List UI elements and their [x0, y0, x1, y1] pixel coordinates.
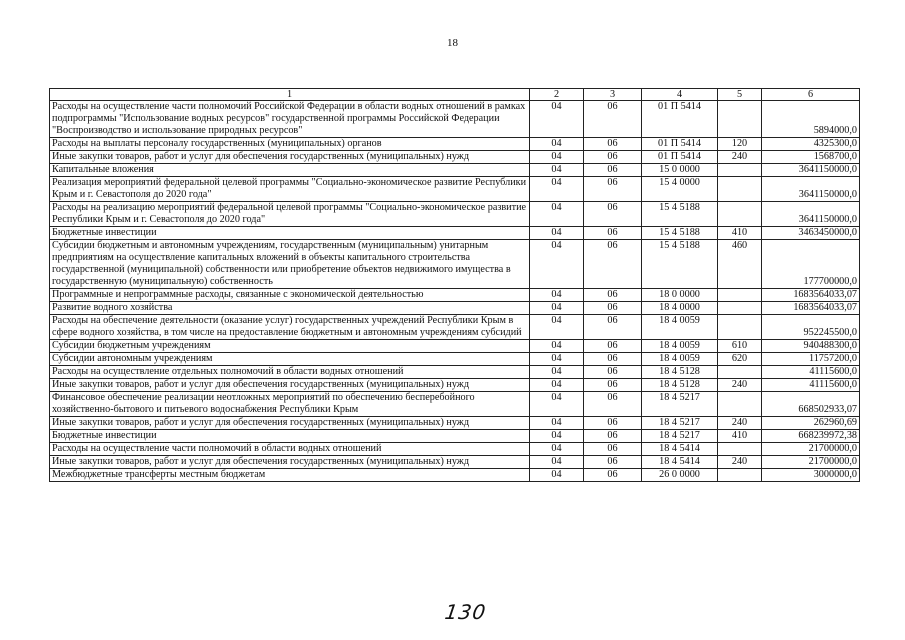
- amount-cell: 21700000,0: [762, 456, 860, 469]
- table-row: [50, 340, 860, 353]
- row-name-cell: Реализация мероприятий федеральной целевой программы "Социально-экономическое развитие Республики Крым и г. Севастополя до 2020 года": [50, 177, 530, 202]
- target-article-cell: 18 4 5128: [642, 366, 718, 379]
- column-header: 1: [50, 89, 530, 101]
- amount-cell: 940488300,0: [762, 340, 860, 353]
- table-row: [50, 289, 860, 302]
- row-name-cell: Расходы на осуществление части полномочий в области водных отношений: [50, 443, 530, 456]
- expense-type-cell: 410: [718, 430, 762, 443]
- expense-type-cell: [718, 443, 762, 456]
- amount-cell: 1683564033,07: [762, 289, 860, 302]
- expense-type-cell: 240: [718, 151, 762, 164]
- row-name-cell: Иные закупки товаров, работ и услуг для обеспечения государственных (муниципальных) нужд: [50, 379, 530, 392]
- row-name-cell: Финансовое обеспечение реализации неотложных мероприятий по обеспечению бесперебойного хозяйственно-бытового и питьевого водоснабжения Республики Крым: [50, 392, 530, 417]
- handwritten-page-mark: 130: [443, 600, 488, 624]
- expense-type-cell: [718, 366, 762, 379]
- column-header: 6: [762, 89, 860, 101]
- section-code-cell: 04: [530, 164, 584, 177]
- subsection-code-cell: 06: [584, 469, 642, 482]
- subsection-code-cell: 06: [584, 240, 642, 289]
- table-row: [50, 164, 860, 177]
- row-name-cell: Расходы на реализацию мероприятий федеральной целевой программы "Социально-экономическое развитие Республики Крым и г. Севастополя до 2020 года": [50, 202, 530, 227]
- amount-cell: 21700000,0: [762, 443, 860, 456]
- subsection-code-cell: 06: [584, 315, 642, 340]
- amount-cell: 3641150000,0: [762, 202, 860, 227]
- table-row: [50, 315, 860, 340]
- target-article-cell: 18 4 5217: [642, 392, 718, 417]
- table-row: [50, 138, 860, 151]
- column-header: 4: [642, 89, 718, 101]
- table-row: [50, 202, 860, 227]
- table-row: [50, 353, 860, 366]
- subsection-code-cell: 06: [584, 302, 642, 315]
- amount-cell: 177700000,0: [762, 240, 860, 289]
- section-code-cell: 04: [530, 101, 584, 138]
- amount-cell: 3463450000,0: [762, 227, 860, 240]
- target-article-cell: 01 П 5414: [642, 151, 718, 164]
- section-code-cell: 04: [530, 456, 584, 469]
- target-article-cell: 15 4 5188: [642, 202, 718, 227]
- subsection-code-cell: 06: [584, 227, 642, 240]
- row-name-cell: Расходы на осуществление части полномочий Российской Федерации в области водных отношений в рамках подпрограммы "Использование водных ресурсов" государственной программы Российской Федерации "Воспроизводство и использование природных ресурсов": [50, 101, 530, 138]
- expense-type-cell: 610: [718, 340, 762, 353]
- subsection-code-cell: 06: [584, 151, 642, 164]
- column-header: 2: [530, 89, 584, 101]
- table-row: [50, 177, 860, 202]
- target-article-cell: 18 4 0059: [642, 353, 718, 366]
- row-name-cell: Иные закупки товаров, работ и услуг для обеспечения государственных (муниципальных) нужд: [50, 456, 530, 469]
- table-row: [50, 101, 860, 138]
- amount-cell: 4325300,0: [762, 138, 860, 151]
- subsection-code-cell: 06: [584, 202, 642, 227]
- expense-type-cell: 240: [718, 456, 762, 469]
- table-row: [50, 379, 860, 392]
- section-code-cell: 04: [530, 302, 584, 315]
- table-row: [50, 392, 860, 417]
- row-name-cell: Расходы на обеспечение деятельности (оказание услуг) государственных учреждений Республики Крым в сфере водного хозяйства, в том числе на предоставление бюджетным и автономным учреждениям субсидий: [50, 315, 530, 340]
- target-article-cell: 18 4 0059: [642, 315, 718, 340]
- row-name-cell: Субсидии бюджетным и автономным учреждениям, государственным (муниципальным) унитарным предприятиям на осуществление капитальных вложений в объекты капитального строительства государственной (муниципальной) собственности или приобретение объектов недвижимого имущества в государственную (муниципальную) собственность: [50, 240, 530, 289]
- expense-type-cell: [718, 315, 762, 340]
- page-number: 18: [447, 37, 458, 49]
- expense-type-cell: [718, 164, 762, 177]
- row-name-cell: Иные закупки товаров, работ и услуг для обеспечения государственных (муниципальных) нужд: [50, 417, 530, 430]
- subsection-code-cell: 06: [584, 353, 642, 366]
- expense-type-cell: [718, 302, 762, 315]
- amount-cell: 3641150000,0: [762, 164, 860, 177]
- amount-cell: 1683564033,07: [762, 302, 860, 315]
- row-name-cell: Бюджетные инвестиции: [50, 430, 530, 443]
- expense-type-cell: 120: [718, 138, 762, 151]
- section-code-cell: 04: [530, 353, 584, 366]
- amount-cell: 262960,69: [762, 417, 860, 430]
- expense-type-cell: 240: [718, 417, 762, 430]
- amount-cell: 5894000,0: [762, 101, 860, 138]
- subsection-code-cell: 06: [584, 392, 642, 417]
- amount-cell: 3641150000,0: [762, 177, 860, 202]
- table-row: [50, 430, 860, 443]
- section-code-cell: 04: [530, 443, 584, 456]
- subsection-code-cell: 06: [584, 340, 642, 353]
- section-code-cell: 04: [530, 417, 584, 430]
- amount-cell: 3000000,0: [762, 469, 860, 482]
- table-body: [50, 101, 860, 482]
- row-name-cell: Расходы на осуществление отдельных полномочий в области водных отношений: [50, 366, 530, 379]
- table-row: [50, 469, 860, 482]
- target-article-cell: 18 4 0059: [642, 340, 718, 353]
- amount-cell: 668502933,07: [762, 392, 860, 417]
- row-name-cell: Иные закупки товаров, работ и услуг для обеспечения государственных (муниципальных) нужд: [50, 151, 530, 164]
- table-row: [50, 366, 860, 379]
- target-article-cell: 15 0 0000: [642, 164, 718, 177]
- subsection-code-cell: 06: [584, 138, 642, 151]
- expense-type-cell: 410: [718, 227, 762, 240]
- target-article-cell: 18 4 5128: [642, 379, 718, 392]
- expense-type-cell: [718, 177, 762, 202]
- table-row: [50, 456, 860, 469]
- row-name-cell: Расходы на выплаты персоналу государственных (муниципальных) органов: [50, 138, 530, 151]
- row-name-cell: Программные и непрограммные расходы, связанные с экономической деятельностью: [50, 289, 530, 302]
- row-name-cell: Бюджетные инвестиции: [50, 227, 530, 240]
- target-article-cell: 18 4 5217: [642, 417, 718, 430]
- expense-type-cell: [718, 469, 762, 482]
- section-code-cell: 04: [530, 227, 584, 240]
- subsection-code-cell: 06: [584, 456, 642, 469]
- section-code-cell: 04: [530, 177, 584, 202]
- expense-type-cell: [718, 202, 762, 227]
- table-row: [50, 417, 860, 430]
- table-row: [50, 240, 860, 289]
- target-article-cell: 18 4 5414: [642, 456, 718, 469]
- section-code-cell: 04: [530, 289, 584, 302]
- table-row: [50, 227, 860, 240]
- target-article-cell: 01 П 5414: [642, 138, 718, 151]
- section-code-cell: 04: [530, 151, 584, 164]
- expense-type-cell: 620: [718, 353, 762, 366]
- amount-cell: 41115600,0: [762, 366, 860, 379]
- subsection-code-cell: 06: [584, 164, 642, 177]
- row-name-cell: Субсидии автономным учреждениям: [50, 353, 530, 366]
- subsection-code-cell: 06: [584, 177, 642, 202]
- expense-type-cell: [718, 101, 762, 138]
- subsection-code-cell: 06: [584, 366, 642, 379]
- section-code-cell: 04: [530, 340, 584, 353]
- expense-type-cell: [718, 392, 762, 417]
- amount-cell: 952245500,0: [762, 315, 860, 340]
- amount-cell: 1568700,0: [762, 151, 860, 164]
- target-article-cell: 26 0 0000: [642, 469, 718, 482]
- subsection-code-cell: 06: [584, 443, 642, 456]
- table-row: [50, 302, 860, 315]
- target-article-cell: 18 4 5217: [642, 430, 718, 443]
- expense-type-cell: [718, 289, 762, 302]
- section-code-cell: 04: [530, 315, 584, 340]
- subsection-code-cell: 06: [584, 101, 642, 138]
- expense-type-cell: 460: [718, 240, 762, 289]
- subsection-code-cell: 06: [584, 430, 642, 443]
- target-article-cell: 15 4 5188: [642, 240, 718, 289]
- row-name-cell: Межбюджетные трансферты местным бюджетам: [50, 469, 530, 482]
- column-header: 5: [718, 89, 762, 101]
- section-code-cell: 04: [530, 469, 584, 482]
- row-name-cell: Развитие водного хозяйства: [50, 302, 530, 315]
- table-header-row: [50, 89, 860, 101]
- table-row: [50, 151, 860, 164]
- amount-cell: 41115600,0: [762, 379, 860, 392]
- subsection-code-cell: 06: [584, 417, 642, 430]
- section-code-cell: 04: [530, 379, 584, 392]
- section-code-cell: 04: [530, 392, 584, 417]
- section-code-cell: 04: [530, 202, 584, 227]
- section-code-cell: 04: [530, 430, 584, 443]
- table-row: [50, 443, 860, 456]
- target-article-cell: 01 П 5414: [642, 101, 718, 138]
- target-article-cell: 18 0 0000: [642, 289, 718, 302]
- target-article-cell: 15 4 5188: [642, 227, 718, 240]
- section-code-cell: 04: [530, 240, 584, 289]
- target-article-cell: 18 4 5414: [642, 443, 718, 456]
- row-name-cell: Капитальные вложения: [50, 164, 530, 177]
- section-code-cell: 04: [530, 366, 584, 379]
- column-header: 3: [584, 89, 642, 101]
- budget-table: [49, 88, 860, 482]
- target-article-cell: 18 4 0000: [642, 302, 718, 315]
- amount-cell: 668239972,38: [762, 430, 860, 443]
- amount-cell: 11757200,0: [762, 353, 860, 366]
- section-code-cell: 04: [530, 138, 584, 151]
- expense-type-cell: 240: [718, 379, 762, 392]
- subsection-code-cell: 06: [584, 379, 642, 392]
- target-article-cell: 15 4 0000: [642, 177, 718, 202]
- row-name-cell: Субсидии бюджетным учреждениям: [50, 340, 530, 353]
- subsection-code-cell: 06: [584, 289, 642, 302]
